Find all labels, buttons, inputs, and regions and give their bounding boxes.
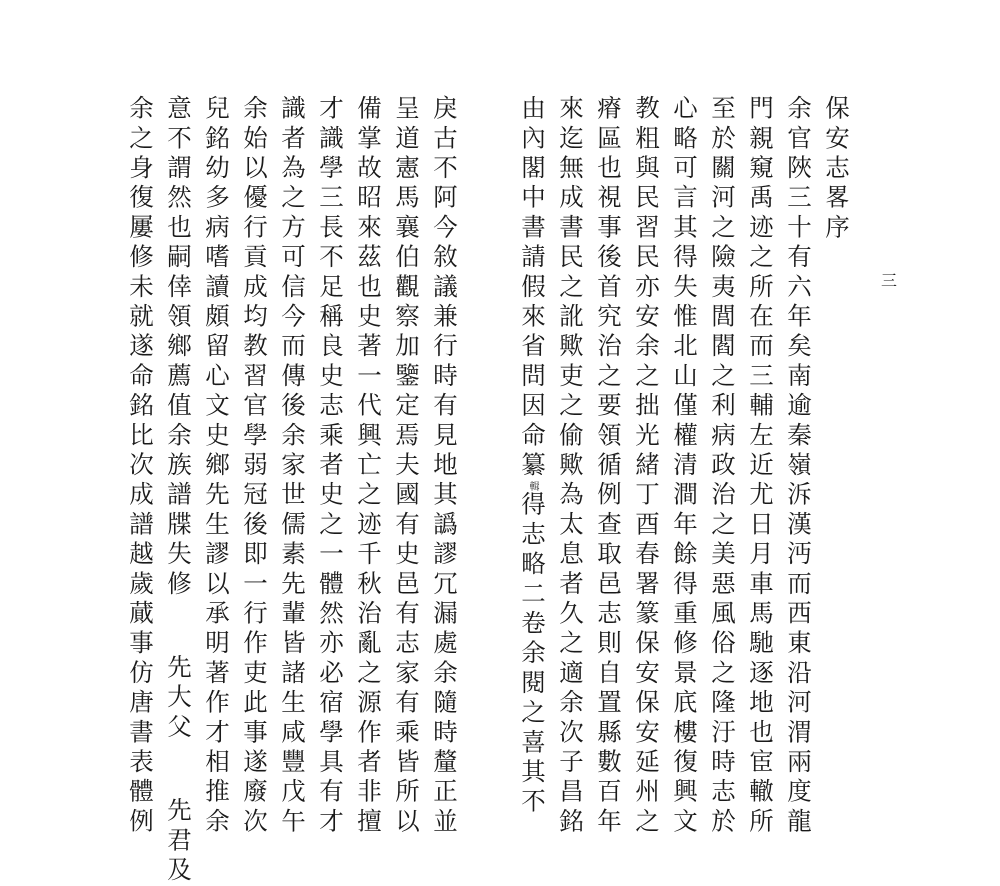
- interlinear-note: 輯: [527, 481, 538, 492]
- text-column-l8-part1: 意不謂然也嗣倖領鄉薦值余族譜牒失修: [164, 95, 193, 600]
- text-column-l9: 余之身復屢修未就遂命銘比次成譜越歲蕆事仿唐書表體例: [126, 95, 155, 838]
- text-column-r1: 余官陜三十有六年矣南逾秦嶺泝漢沔而西東沿河渭兩度龍: [784, 95, 813, 838]
- text-column-r8-part2: 得志略二卷余閱之喜其不: [518, 491, 547, 818]
- text-column-r6: 瘠區也視事後首究治之要領循例查取邑志則自置縣數百年: [594, 95, 623, 838]
- text-column-r3: 至於關河之險夷閭閻之利病政治之美惡風俗之隆汙時志於: [708, 95, 737, 838]
- text-column-l8-part2: 先大父: [164, 653, 193, 744]
- text-column-l6: 余始以優行貢成均教習官學弱冠後即一行作吏此事遂廢次: [240, 95, 269, 838]
- text-column-l8-part3: 先君及: [164, 797, 193, 886]
- text-column-r2: 門親窺禹迹之所在而三輔左近尤日月車馬馳逐地也宦轍所: [746, 95, 775, 838]
- text-column-r8: [504, 95, 547, 818]
- text-column-l2: 呈道憲馬襄伯觀察加鑒定焉夫國有史邑有志家有乘皆所以: [392, 95, 421, 838]
- text-column-l3: 備掌故昭來茲也史著一代興亡之迹千秋治亂之源作者非擅: [354, 95, 383, 838]
- text-column-r5: 教粗與民習民亦安余之拙光緒丁酉春署篆保安保安延州之: [632, 95, 661, 838]
- text-column-r7: 來迄無成書民之訛歟吏之偷歟為太息者久之適余次子昌銘: [556, 95, 585, 838]
- text-column-l1: 戾古不阿今敘議兼行時有見地其譌謬冗漏處余隨時釐正並: [430, 95, 459, 838]
- text-column-l7: 兒銘幼多病嗜讀頗留心文史鄉先生謬以承明著作才相推余: [202, 95, 231, 838]
- page-number: 三: [881, 271, 898, 290]
- text-column-l5: 識者為之方可信今而傳後余家世儒素先輩皆諸生咸豐戊午: [278, 95, 307, 838]
- text-column-l4: 才識學三長不足稱良史志乘者史之一體然亦必宿學具有才: [316, 95, 345, 838]
- text-column-r8-part1: 由內閣中書請假來省問因命纂: [518, 95, 547, 482]
- preface-title: 保安志畧序: [822, 95, 851, 244]
- text-column-r4: 心略可言其得失惟北山僅權清澗年餘得重修景㡳樓復興文: [670, 95, 699, 838]
- text-column-l8: [150, 95, 193, 886]
